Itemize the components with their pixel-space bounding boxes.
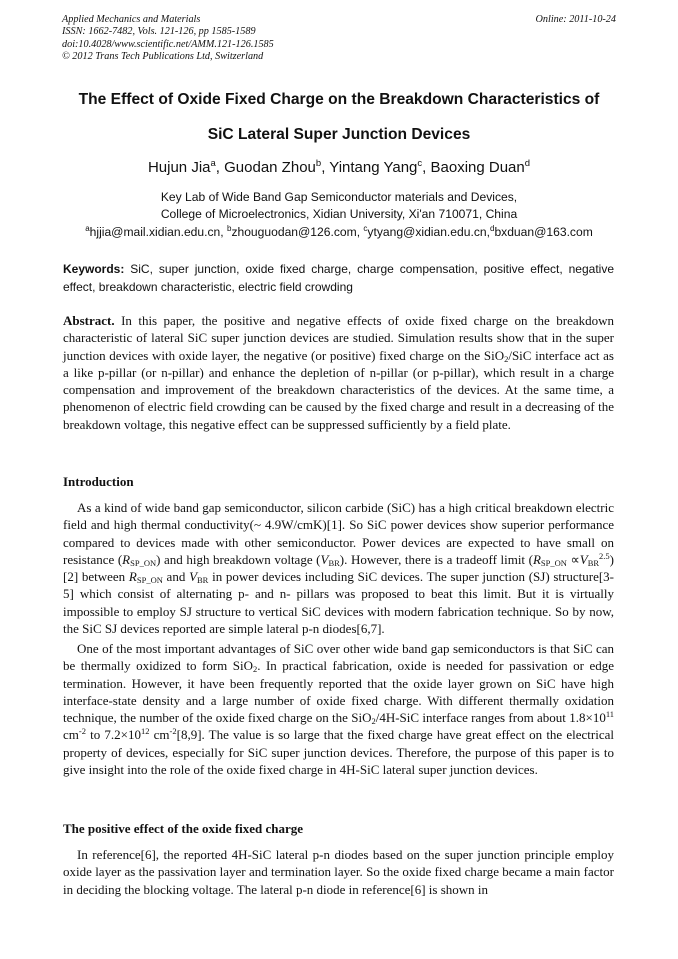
positive-effect-paragraph-1: In reference[6], the reported 4H-SiC lateral p-n diodes based on the super junction principle employ oxide layer as the passivation layer and termination layer. So the oxide fixed charge became a main factor in deciding the blocking voltage. The lateral p-n diode in reference[6] is shown in	[63, 847, 614, 897]
online-date: Online: 2011-10-24	[535, 14, 616, 25]
author-name: Hujun Jia	[147, 159, 211, 176]
author-emails: $^a$hjjia@mail.xidian.edu.cn, $^b$zhouguodan@126.com, $^c$ytyang@xidian.edu.cn,$^d$bxduan@163.com	[85, 224, 593, 239]
keywords	[63, 261, 614, 296]
keywords-label: Keywords:	[63, 262, 125, 276]
doi-line: doi:10.4028/www.scientific.net/AMM.121-126.1585	[62, 38, 274, 50]
email-address: hjjia@mail.xidian.edu.cn	[89, 225, 221, 239]
copyright-line: © 2012 Trans Tech Publications Ltd, Switzerland	[62, 51, 264, 63]
email-mark: a	[85, 224, 90, 233]
author-list: Hujun Jia$^a$, Guodan Zhou$^b$, Yintang Yang$^c$, Baoxing Duan$^d$	[147, 158, 531, 176]
abstract-label: Abstract.	[63, 313, 115, 328]
email-address: ytyang@xidian.edu.cn	[367, 225, 487, 239]
introduction-paragraph-1: As a kind of wide band gap semiconductor, silicon carbide (SiC) has a high critical breakdown electric field and high thermal conductivity(~ 4.9W/cmK)[1]. So SiC power devices show superior performance compared to devices made with other semiconductor. Power devices are expected to have small on resistance $(R_{SP\_ON})$ and high breakdown voltage $(V_{BR})$. However, there is a tradeoff limit $(R_{SP\_ON} \propto V_{BR}^{2.5})[2]$ between $R_{SP\_ON}$ and $V_{BR}$ in power devices including SiC devices. The super junction (SJ) structure[3-5] which consist of alternating p- and n- pillars was proposed to beat this limit. But it is virtually impossible to employ SJ structure to vertical SiC devices with modern fabrication technique. So by now, the SiC SJ devices reported are simple lateral p-n diodes[6,7].	[63, 500, 614, 637]
section-heading-introduction: Introduction	[63, 474, 134, 489]
introduction-paragraph-2: One of the most important advantages of SiC over other wide band gap semiconductors is that SiC can be thermally oxidized to form SiO$_2$. In practical fabrication, oxide is needed for passivation or edge termination. However, it have been frequently reported that the oxide layer grown on SiC have high interface-state density and a large number of oxide fixed charge. With different thermally oxidation technique, the number of the oxide fixed charge on the SiO$_2$/4H-SiC interface ranges from about $1.8\times 10^{11}$ $cm^{-2}$ to $7.2\times 10^{12}$ $cm^{-2}[8,9]$. The value is so large that the fixed charge have great effect on the electrical property of devices, especially for SiC super junction devices. Therefore, the purpose of this paper is to give insight into the role of the oxide fixed charge in 4H-SiC lateral super junction devices.	[63, 641, 615, 778]
email-address: zhouguodan@126.com	[231, 225, 357, 239]
affiliation-line-1: Key Lab of Wide Band Gap Semiconductor materials and Devices,	[160, 190, 518, 204]
author-name: Yintang Yang	[329, 159, 418, 176]
author-name: Guodan Zhou	[224, 159, 316, 176]
email-address: bxduan@163.com	[494, 225, 593, 239]
email-mark: d	[489, 224, 495, 233]
author-name: Baoxing Duan	[430, 159, 525, 176]
paper-title-line-2: SiC Lateral Super Junction Devices	[207, 126, 471, 143]
paper-title-line-1: The Effect of Oxide Fixed Charge on the Breakdown Characteristics of	[78, 91, 600, 108]
keywords-text: SiC, super junction, oxide fixed charge, charge compensation, positive effect, negative effect, breakdown characteristic, electric field crowding	[63, 262, 614, 294]
abstract: Abstract. In this paper, the positive and negative effects of oxide fixed charge on the breakdown characteristic of lateral SiC super junction devices are studied. Simulation results show that in the super junction devices with oxide layer, the negative (or positive) fixed charge on the SiO$_2$/SiC interface act as a like p-pillar (or n-pillar) and enhance the depletion of n-pillar (or p-pillar), which result in a charge compensation and improvement of the breakdown characteristics of the devices. At the same time, a phenomenon of electric field crowding can be caused by the fixed charge and result in a decreasing of the breakdown voltage, this negative effect can be suppressed sufficiently by a field plate.	[63, 313, 615, 432]
author-mark: a	[210, 158, 216, 169]
issn-line: ISSN: 1662-7482, Vols. 121-126, pp 1585-1589	[62, 26, 256, 38]
journal-header	[62, 14, 616, 64]
author-mark: c	[417, 158, 423, 169]
email-mark: b	[226, 224, 232, 233]
author-mark: b	[315, 158, 322, 169]
author-mark: d	[524, 158, 531, 169]
journal-name: Applied Mechanics and Materials	[62, 14, 201, 25]
affiliation-line-2: College of Microelectronics, Xidian University, Xi'an 710071, China	[160, 207, 518, 221]
email-mark: c	[363, 224, 368, 233]
section-heading-positive-effect: The positive effect of the oxide fixed charge	[63, 821, 304, 836]
